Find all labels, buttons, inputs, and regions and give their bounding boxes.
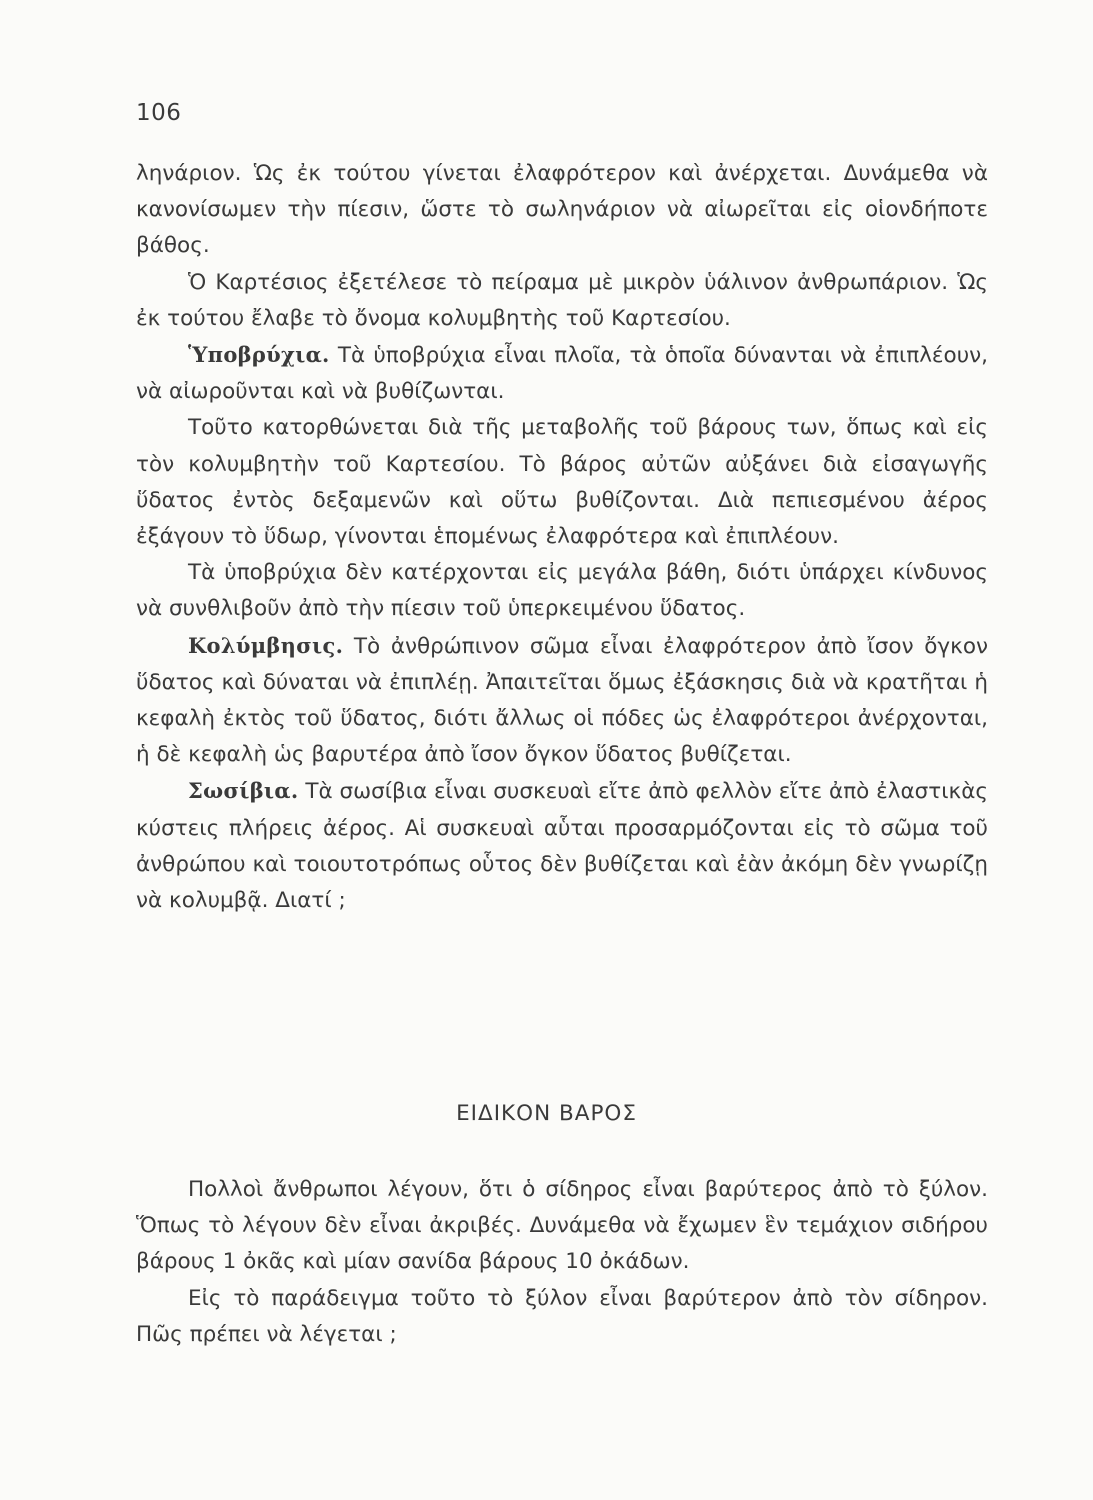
paragraph-text: Εἰς τὸ παράδειγμα τοῦτο τὸ ξύλον εἶναι βαρύτερον ἀπὸ τὸν σίδηρον. Πῶς πρέπει νὰ λέγεται ; [136,1285,988,1347]
paragraph-text: Τὰ σωσίβια εἶναι συσκευαὶ εἴτε ἀπὸ φελλὸν εἴτε ἀπὸ ἐλαστικὰς κύστεις πλήρεις ἀέρος. Αἱ συσκευαὶ αὗται προσαρμόζονται εἰς τὸ σῶμα τοῦ ἀνθρώπου καὶ τοιουτοτρόπως οὗτος δὲν βυθίζεται καὶ ἐὰν ἀκόμη δὲν γνωρίζῃ νὰ κολυμβᾷ. Διατί ; [136,779,988,914]
term-swimming: Κολύμβησις. [188,632,344,658]
paragraph-text: Ὁ Καρτέσιος ἐξετέλεσε τὸ πείραμα μὲ μικρὸν ὑάλινον ἀνθρωπάριον. Ὡς ἐκ τούτου ἔλαβε τὸ ὄνομα κολυμβητὴς τοῦ Καρτεσίου. [136,269,988,331]
paragraph-text: ληνάριον. Ὡς ἐκ τούτου γίνεται ἐλαφρότερον καὶ ἀνέρχεται. Δυνάμεθα νὰ κανονίσωμεν τὴν πίεσιν, ὥστε τὸ σωληνάριον νὰ αἰωρεῖται εἰς οἱονδήποτε βάθος. [136,161,988,259]
paragraph-cartesian-diver [136,265,988,337]
paragraph-text: Τὰ ὑποβρύχια δὲν κατέρχονται εἰς μεγάλα βάθη, διότι ὑπάρχει κίνδυνος νὰ συνθλιβοῦν ἀπὸ τὴν πίεσιν τοῦ ὑπερκειμένου ὕδατος. [136,560,988,622]
paragraph-swimming [136,628,988,774]
term-submarines: Ὑποβρύχια. [188,342,330,368]
paragraph-text: Πολλοὶ ἄνθρωποι λέγουν, ὅτι ὁ σίδηρος εἶναι βαρύτερος ἀπὸ τὸ ξύλον. Ὅπως τὸ λέγουν δὲν εἶναι ἀκριβές. Δυνάμεθα νὰ ἔχωμεν ἓν τεμάχιον σιδήρου βάρους 1 ὀκᾶς καὶ μίαν σανίδα βάρους 10 ὀκάδων. [136,1177,988,1275]
body-text-top [136,156,988,919]
paragraph-text: Τὰ ὑποβρύχια εἶναι πλοῖα, τὰ ὁποῖα δύνανται νὰ ἐπιπλέουν, νὰ αἰωροῦνται καὶ νὰ βυθίζωνται. [136,343,988,405]
body-text-bottom [136,1172,988,1353]
page-number: 106 [136,100,182,126]
section-heading: ΕΙΔΙΚΟΝ ΒΑΡΟΣ [456,1101,637,1126]
paragraph-example [136,1281,988,1353]
paragraph-text: Τὸ ἀνθρώπινον σῶμα εἶναι ἐλαφρότερον ἀπὸ ἴσον ὄγκον ὕδατος καὶ δύναται νὰ ἐπιπλέῃ. Ἀπαιτεῖται ὅμως ἐξάσκησις διὰ νὰ κρατῆται ἡ κεφαλὴ ἐκτὸς τοῦ ὕδατος, διότι ἄλλως οἱ πόδες ὡς ἐλαφρότεροι ἀνέρχονται, ἡ δὲ κεφαλὴ ὡς βαρυτέρα ἀπὸ ἴσον ὄγκον ὕδατος βυθίζεται. [136,633,988,768]
paragraph-submarine-depth [136,555,988,627]
paragraph-text: Τοῦτο κατορθώνεται διὰ τῆς μεταβολῆς τοῦ βάρους των, ὅπως καὶ εἰς τὸν κολυμβητὴν τοῦ Καρτεσίου. Τὸ βάρος αὐτῶν αὐξάνει διὰ εἰσαγωγῆς ὕδατος ἐντὸς δεξαμενῶν καὶ οὕτω βυθίζονται. Διὰ πεπιεσμένου ἀέρος ἐξάγουν τὸ ὕδωρ, γίνονται ἑπομένως ἐλαφρότερα καὶ ἐπιπλέουν. [136,415,988,550]
paragraph-continuation [136,156,988,265]
paragraph-lifebelts [136,773,988,919]
paragraph-submarine-weight [136,410,988,555]
paragraph-submarines [136,337,988,410]
paragraph-iron-wood [136,1172,988,1281]
term-lifebelts: Σωσίβια. [188,778,299,804]
